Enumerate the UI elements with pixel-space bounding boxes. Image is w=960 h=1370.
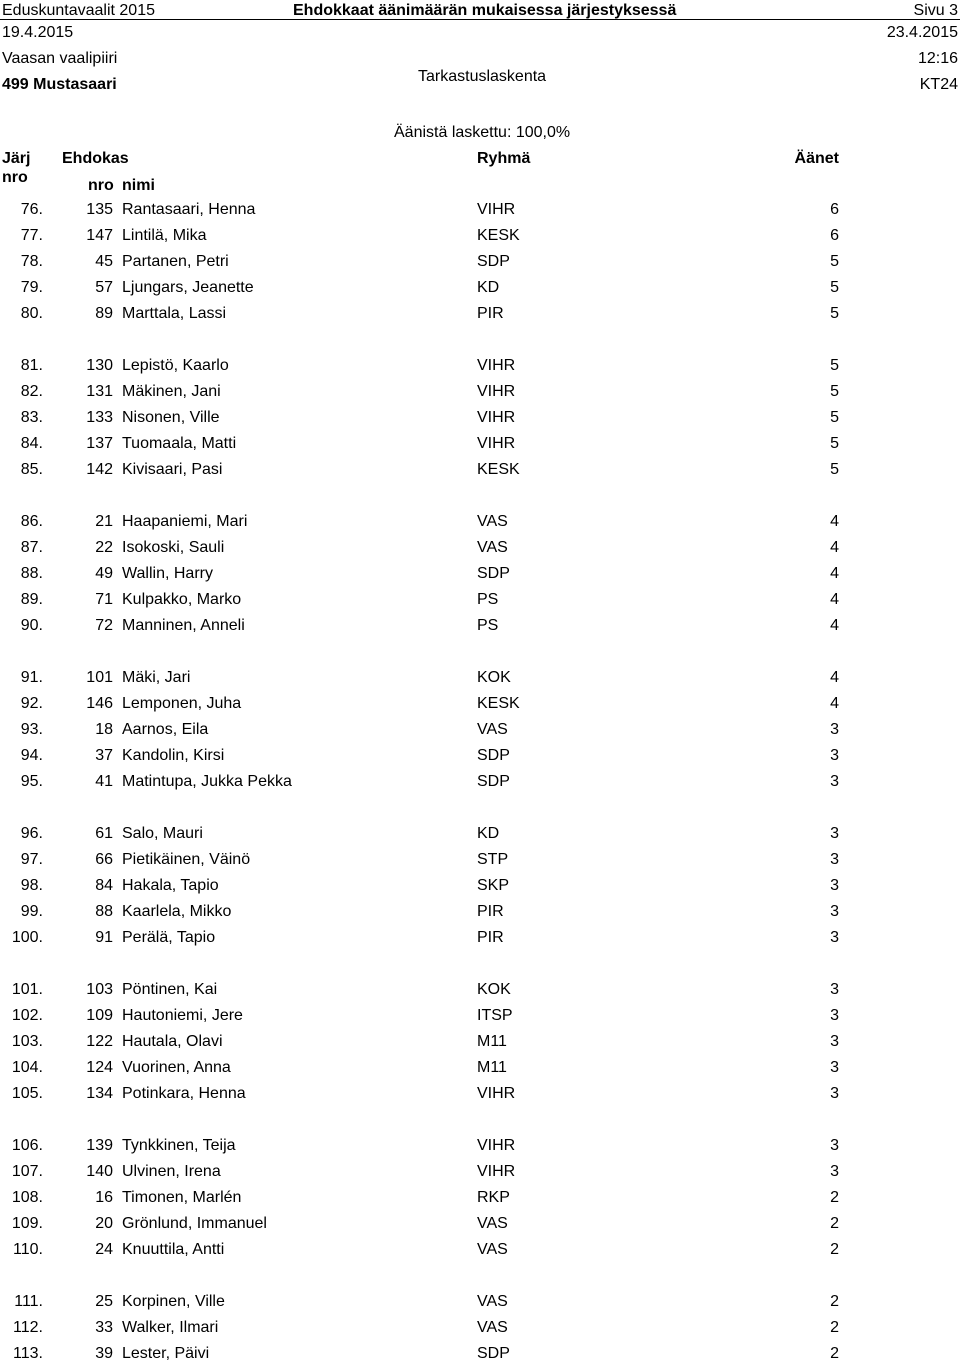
table-row — [0, 382, 960, 408]
rank-cell: 89. — [20, 591, 43, 608]
candidate-name-cell: Tuomaala, Matti — [122, 435, 237, 452]
candidate-number-cell: 21 — [95, 513, 113, 530]
report-code: KT24 — [919, 76, 958, 93]
candidate-name-cell: Lintilä, Mika — [122, 227, 207, 244]
table-row — [0, 460, 960, 486]
candidate-name-cell: Isokoski, Sauli — [122, 539, 225, 556]
table-row — [0, 746, 960, 772]
votes-cell: 5 — [830, 279, 839, 296]
party-cell: VAS — [477, 1241, 508, 1258]
header-divider — [0, 19, 960, 20]
election-name: Eduskuntavaalit 2015 — [2, 2, 155, 19]
table-row — [0, 408, 960, 434]
votes-cell: 3 — [830, 1163, 839, 1180]
candidate-number-cell: 91 — [95, 929, 113, 946]
candidate-name-cell: Perälä, Tapio — [122, 929, 216, 946]
votes-cell: 3 — [830, 851, 839, 868]
table-row — [0, 850, 960, 876]
votes-cell: 5 — [830, 357, 839, 374]
candidate-number-cell: 22 — [95, 539, 113, 556]
votes-cell: 3 — [830, 721, 839, 738]
table-row — [0, 1344, 960, 1370]
header-row-2 — [0, 22, 960, 44]
table-row — [0, 252, 960, 278]
candidate-number-cell: 89 — [95, 305, 113, 322]
candidate-name-cell: Ljungars, Jeanette — [122, 279, 254, 296]
votes-cell: 3 — [830, 929, 839, 946]
party-cell: VAS — [477, 539, 508, 556]
votes-cell: 5 — [830, 253, 839, 270]
rank-cell: 90. — [20, 617, 43, 634]
candidate-number-cell: 49 — [95, 565, 113, 582]
table-row — [0, 928, 960, 954]
candidate-number-cell: 72 — [95, 617, 113, 634]
rank-cell: 100. — [11, 929, 43, 946]
votes-cell: 2 — [830, 1293, 839, 1310]
rank-cell: 92. — [20, 695, 43, 712]
candidate-number-cell: 20 — [95, 1215, 113, 1232]
candidate-name-cell: Grönlund, Immanuel — [122, 1215, 267, 1232]
party-cell: VIHR — [477, 1085, 516, 1102]
votes-cell: 2 — [830, 1345, 839, 1362]
rank-cell: 86. — [20, 513, 43, 530]
party-cell: RKP — [477, 1189, 510, 1206]
votes-cell: 4 — [830, 669, 839, 686]
rank-cell: 93. — [20, 721, 43, 738]
party-cell: VAS — [477, 1319, 508, 1336]
party-cell: SDP — [477, 565, 510, 582]
candidate-number-cell: 109 — [86, 1007, 113, 1024]
rank-cell: 105. — [11, 1085, 43, 1102]
column-candidate-number: nro — [88, 177, 114, 194]
table-row — [0, 1084, 960, 1110]
rank-cell: 101. — [11, 981, 43, 998]
candidate-name-cell: Hakala, Tapio — [122, 877, 219, 894]
votes-cell: 3 — [830, 1059, 839, 1076]
candidate-number-cell: 66 — [95, 851, 113, 868]
report-title: Ehdokkaat äänimäärän mukaisessa järjestyksessä — [293, 2, 677, 19]
table-row — [0, 668, 960, 694]
party-cell: KD — [477, 279, 500, 296]
candidate-number-cell: 45 — [95, 253, 113, 270]
party-cell: VIHR — [477, 409, 516, 426]
candidate-name-cell: Marttala, Lassi — [122, 305, 227, 322]
candidate-name-cell: Salo, Mauri — [122, 825, 203, 842]
party-cell: VIHR — [477, 1163, 516, 1180]
table-row — [0, 772, 960, 798]
votes-cell: 3 — [830, 825, 839, 842]
table-row — [0, 1214, 960, 1240]
candidate-name-cell: Knuuttila, Antti — [122, 1241, 225, 1258]
header-row-4 — [0, 68, 960, 96]
rank-cell: 77. — [20, 227, 43, 244]
candidate-number-cell: 131 — [86, 383, 113, 400]
candidate-name-cell: Partanen, Petri — [122, 253, 229, 270]
candidate-name-cell: Hautala, Olavi — [122, 1033, 223, 1050]
candidate-number-cell: 61 — [95, 825, 113, 842]
rank-cell: 95. — [20, 773, 43, 790]
party-cell: KESK — [477, 461, 520, 478]
candidate-number-cell: 146 — [86, 695, 113, 712]
rank-cell: 81. — [20, 357, 43, 374]
table-row — [0, 1058, 960, 1084]
votes-cell: 4 — [830, 513, 839, 530]
rank-cell: 79. — [20, 279, 43, 296]
print-date: 23.4.2015 — [886, 24, 958, 41]
party-cell: SDP — [477, 747, 510, 764]
candidate-number-cell: 25 — [95, 1293, 113, 1310]
party-cell: SDP — [477, 1345, 510, 1362]
party-cell: SKP — [477, 877, 510, 894]
party-cell: PS — [477, 617, 499, 634]
rank-cell: 80. — [20, 305, 43, 322]
candidate-number-cell: 101 — [86, 669, 113, 686]
candidate-name-cell: Lester, Päivi — [122, 1345, 210, 1362]
votes-cell: 3 — [830, 1033, 839, 1050]
party-cell: KESK — [477, 227, 520, 244]
candidate-name-cell: Nisonen, Ville — [122, 409, 220, 426]
rank-cell: 91. — [20, 669, 43, 686]
rank-cell: 87. — [20, 539, 43, 556]
candidate-name-cell: Matintupa, Jukka Pekka — [122, 773, 292, 790]
votes-cell: 4 — [830, 617, 839, 634]
votes-cell: 6 — [830, 201, 839, 218]
candidate-number-cell: 24 — [95, 1241, 113, 1258]
party-cell: VAS — [477, 513, 508, 530]
rank-cell: 110. — [13, 1241, 43, 1258]
candidate-number-cell: 139 — [86, 1137, 113, 1154]
rank-cell: 83. — [20, 409, 43, 426]
party-cell: M11 — [477, 1059, 507, 1076]
column-rank-top: Järj — [2, 150, 31, 167]
table-row — [0, 538, 960, 564]
party-cell: PS — [477, 591, 499, 608]
table-row — [0, 980, 960, 1006]
votes-cell: 4 — [830, 539, 839, 556]
table-row — [0, 1188, 960, 1214]
candidate-number-cell: 71 — [95, 591, 113, 608]
party-cell: KD — [477, 825, 500, 842]
municipality: 499 Mustasaari — [2, 76, 117, 93]
votes-cell: 2 — [830, 1241, 839, 1258]
rank-cell: 96. — [20, 825, 43, 842]
table-row — [0, 1318, 960, 1344]
votes-cell: 3 — [830, 1007, 839, 1024]
candidate-name-cell: Tynkkinen, Teija — [122, 1137, 236, 1154]
table-row — [0, 1292, 960, 1318]
party-cell: PIR — [477, 305, 504, 322]
candidate-name-cell: Lemponen, Juha — [122, 695, 242, 712]
candidate-name-cell: Korpinen, Ville — [122, 1293, 225, 1310]
candidate-number-cell: 142 — [86, 461, 113, 478]
candidate-name-cell: Haapaniemi, Mari — [122, 513, 248, 530]
candidate-number-cell: 84 — [95, 877, 113, 894]
candidate-name-cell: Mäkinen, Jani — [122, 383, 221, 400]
candidate-name-cell: Timonen, Marlén — [122, 1189, 242, 1206]
table-row — [0, 1136, 960, 1162]
rank-cell: 99. — [20, 903, 43, 920]
candidate-number-cell: 147 — [86, 227, 113, 244]
table-row — [0, 590, 960, 616]
rank-cell: 113. — [13, 1345, 43, 1362]
candidate-number-cell: 18 — [95, 721, 113, 738]
candidate-name-cell: Kaarlela, Mikko — [122, 903, 232, 920]
column-candidate-name: nimi — [122, 177, 155, 194]
candidate-name-cell: Lepistö, Kaarlo — [122, 357, 229, 374]
count-type: Tarkastuslaskenta — [418, 68, 547, 85]
votes-cell: 2 — [830, 1189, 839, 1206]
rank-cell: 107. — [11, 1163, 43, 1180]
votes-cell: 3 — [830, 747, 839, 764]
table-row — [0, 226, 960, 252]
page-number: Sivu 3 — [913, 2, 958, 19]
party-cell: VIHR — [477, 1137, 516, 1154]
table-row — [0, 278, 960, 304]
rank-cell: 109. — [11, 1215, 43, 1232]
votes-cell: 3 — [830, 903, 839, 920]
column-party: Ryhmä — [477, 150, 531, 167]
electoral-district: Vaasan vaalipiiri — [2, 50, 118, 67]
party-cell: ITSP — [477, 1007, 513, 1024]
rank-cell: 102. — [11, 1007, 43, 1024]
candidate-name-cell: Kivisaari, Pasi — [122, 461, 223, 478]
votes-cell: 3 — [830, 981, 839, 998]
rank-cell: 98. — [20, 877, 43, 894]
votes-cell: 5 — [830, 461, 839, 478]
rank-cell: 106. — [11, 1137, 43, 1154]
candidate-name-cell: Walker, Ilmari — [122, 1319, 219, 1336]
table-row — [0, 1006, 960, 1032]
table-row — [0, 200, 960, 226]
candidate-name-cell: Aarnos, Eila — [122, 721, 209, 738]
rank-cell: 78. — [20, 253, 43, 270]
votes-cell: 5 — [830, 435, 839, 452]
candidate-name-cell: Pietikäinen, Väinö — [122, 851, 251, 868]
rank-cell: 88. — [20, 565, 43, 582]
candidate-name-cell: Potinkara, Henna — [122, 1085, 246, 1102]
table-row — [0, 1240, 960, 1266]
candidate-number-cell: 135 — [86, 201, 113, 218]
party-cell: VAS — [477, 1215, 508, 1232]
candidate-name-cell: Hautoniemi, Jere — [122, 1007, 243, 1024]
party-cell: STP — [477, 851, 509, 868]
candidate-name-cell: Pöntinen, Kai — [122, 981, 218, 998]
candidate-name-cell: Mäki, Jari — [122, 669, 191, 686]
votes-cell: 4 — [830, 565, 839, 582]
party-cell: VIHR — [477, 357, 516, 374]
party-cell: VAS — [477, 721, 508, 738]
table-row — [0, 824, 960, 850]
column-candidate: Ehdokas — [62, 150, 129, 167]
party-cell: KOK — [477, 981, 511, 998]
votes-cell: 3 — [830, 773, 839, 790]
rank-cell: 104. — [11, 1059, 43, 1076]
print-time: 12:16 — [917, 50, 958, 67]
candidate-number-cell: 88 — [95, 903, 113, 920]
table-row — [0, 1162, 960, 1188]
candidate-number-cell: 137 — [86, 435, 113, 452]
party-cell: KOK — [477, 669, 511, 686]
rank-cell: 84. — [20, 435, 43, 452]
table-row — [0, 564, 960, 590]
votes-cell: 4 — [830, 591, 839, 608]
table-row — [0, 1032, 960, 1058]
votes-cell: 3 — [830, 1085, 839, 1102]
table-row — [0, 876, 960, 902]
election-date: 19.4.2015 — [2, 24, 74, 41]
candidate-name-cell: Kandolin, Kirsi — [122, 747, 225, 764]
rank-cell: 112. — [13, 1319, 43, 1336]
column-rank-bottom: nro — [2, 169, 28, 186]
candidate-name-cell: Ulvinen, Irena — [122, 1163, 221, 1180]
votes-cell: 4 — [830, 695, 839, 712]
party-cell: M11 — [477, 1033, 507, 1050]
rank-cell: 97. — [20, 851, 43, 868]
rank-cell: 82. — [20, 383, 43, 400]
table-row — [0, 616, 960, 642]
party-cell: PIR — [477, 903, 504, 920]
counted-percentage: Äänistä laskettu: 100,0% — [394, 124, 571, 141]
party-cell: SDP — [477, 773, 510, 790]
header-row-1 — [0, 0, 960, 22]
candidate-number-cell: 41 — [95, 773, 113, 790]
party-cell: PIR — [477, 929, 504, 946]
candidate-number-cell: 134 — [86, 1085, 113, 1102]
candidate-number-cell: 122 — [86, 1033, 113, 1050]
votes-cell: 3 — [830, 1137, 839, 1154]
table-row — [0, 512, 960, 538]
candidate-name-cell: Rantasaari, Henna — [122, 201, 256, 218]
candidate-number-cell: 130 — [86, 357, 113, 374]
candidate-number-cell: 124 — [86, 1059, 113, 1076]
candidate-name-cell: Manninen, Anneli — [122, 617, 245, 634]
votes-cell: 3 — [830, 877, 839, 894]
candidate-number-cell: 103 — [86, 981, 113, 998]
candidate-number-cell: 33 — [95, 1319, 113, 1336]
table-row — [0, 902, 960, 928]
party-cell: VIHR — [477, 201, 516, 218]
rank-cell: 111. — [14, 1293, 43, 1310]
candidate-number-cell: 37 — [95, 747, 113, 764]
rank-cell: 103. — [11, 1033, 43, 1050]
votes-cell: 2 — [830, 1319, 839, 1336]
rank-cell: 108. — [11, 1189, 43, 1206]
votes-cell: 2 — [830, 1215, 839, 1232]
party-cell: VAS — [477, 1293, 508, 1310]
rank-cell: 76. — [20, 201, 43, 218]
party-cell: KESK — [477, 695, 520, 712]
candidate-number-cell: 57 — [95, 279, 113, 296]
votes-cell: 5 — [830, 383, 839, 400]
party-cell: SDP — [477, 253, 510, 270]
candidate-number-cell: 39 — [95, 1345, 113, 1362]
votes-cell: 5 — [830, 409, 839, 426]
candidate-list — [0, 200, 960, 1370]
table-row — [0, 304, 960, 330]
table-row — [0, 356, 960, 382]
candidate-number-cell: 140 — [86, 1163, 113, 1180]
party-cell: VIHR — [477, 435, 516, 452]
votes-cell: 6 — [830, 227, 839, 244]
candidate-name-cell: Wallin, Harry — [122, 565, 213, 582]
candidate-name-cell: Kulpakko, Marko — [122, 591, 242, 608]
rank-cell: 94. — [20, 747, 43, 764]
candidate-name-cell: Vuorinen, Anna — [122, 1059, 231, 1076]
votes-cell: 5 — [830, 305, 839, 322]
candidate-number-cell: 16 — [95, 1189, 113, 1206]
rank-cell: 85. — [20, 461, 43, 478]
column-votes: Äänet — [794, 150, 839, 167]
table-row — [0, 720, 960, 746]
candidate-number-cell: 133 — [86, 409, 113, 426]
party-cell: VIHR — [477, 383, 516, 400]
table-row — [0, 434, 960, 460]
table-row — [0, 694, 960, 720]
